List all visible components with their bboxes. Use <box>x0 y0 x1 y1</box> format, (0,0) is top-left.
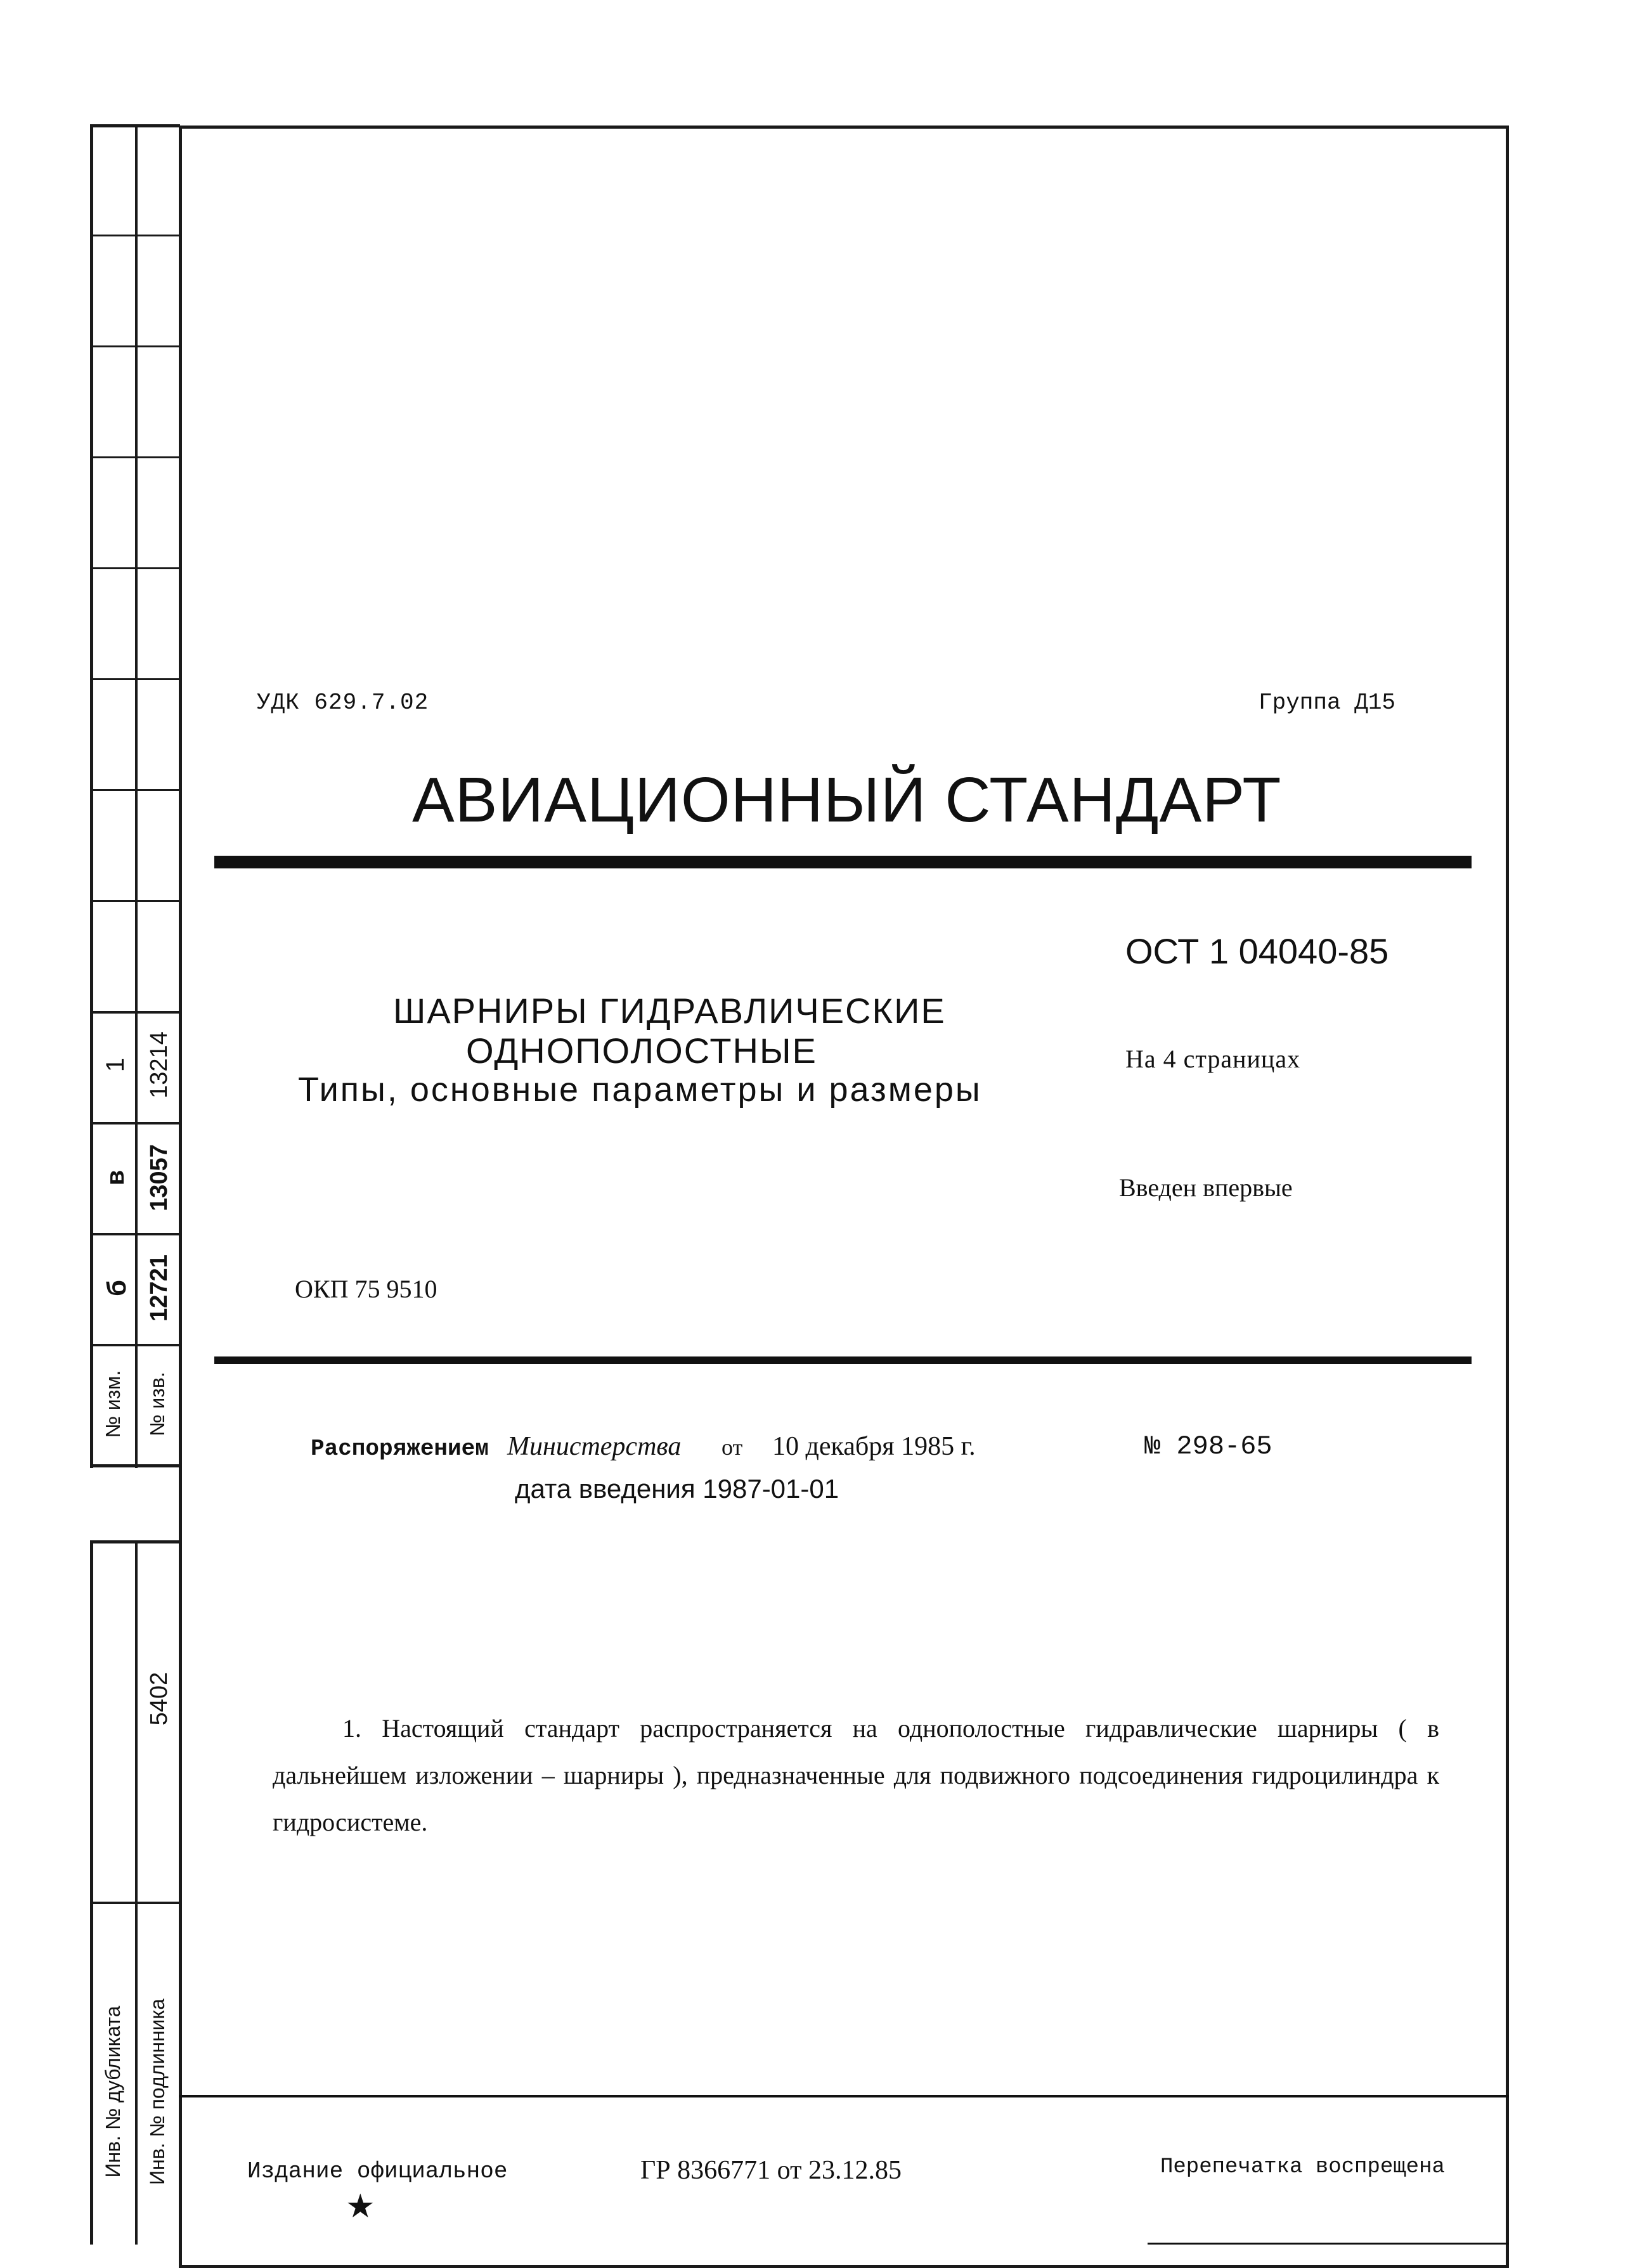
group-code: Группа Д15 <box>1259 690 1396 716</box>
order-from: от <box>722 1434 743 1460</box>
standard-code: ОСТ 1 04040-85 <box>1125 931 1389 971</box>
standard-name-line3: Типы, основные параметры и размеры <box>298 1071 982 1109</box>
order-number: № 298-65 <box>1144 1431 1272 1462</box>
title-rule <box>214 856 1472 868</box>
rev-number-3: б <box>101 1280 131 1296</box>
notice-number-3: 12721 <box>146 1254 172 1322</box>
order-date: 10 декабря 1985 г. <box>772 1432 976 1461</box>
order-ministry: Министерства <box>507 1432 682 1461</box>
registration-note: ГР 8366771 от 23.12.85 <box>640 2156 902 2185</box>
body-paragraph: 1. Настоящий стандарт распространяется на однополостные гидравлические шарниры ( в дальнейшем изложении – шарниры ), предназначенные для подвижного подсоединения гидроцилиндра к гидросистеме. <box>273 1714 1439 1836</box>
duplicate-label: Инв. № дубликата <box>101 2006 124 2178</box>
notice-number-1: 13214 <box>146 1031 172 1099</box>
edition-note: Издание официальное <box>247 2158 508 2184</box>
okp-code: ОКП 75 9510 <box>295 1275 437 1303</box>
introduced-note: Введен впервые <box>1119 1173 1293 1202</box>
notice-number-2: 13057 <box>146 1144 172 1211</box>
effective-date: дата введения 1987-01-01 <box>515 1474 839 1504</box>
rev-number-1: 1 <box>101 1057 129 1073</box>
notice-label: № изв. <box>146 1372 169 1436</box>
order-label: Распоряжением <box>311 1436 489 1462</box>
original-label: Инв. № подлинника <box>146 1998 169 2186</box>
footer-rule <box>179 2095 1509 2097</box>
rev-number-2: в <box>101 1169 129 1186</box>
udk-code: УДК 629.7.02 <box>257 690 429 716</box>
rev-label: № изм. <box>101 1370 124 1438</box>
star-icon: ★ <box>346 2188 375 2225</box>
document-title: АВИАЦИОННЫЙ СТАНДАРТ <box>412 764 1282 835</box>
reprint-note: Перепечатка воспрещена <box>1160 2155 1445 2179</box>
page-count: На 4 страницах <box>1125 1045 1301 1073</box>
standard-name-line2: ОДНОПОЛОСТНЫЕ <box>466 1031 817 1071</box>
page-frame <box>179 126 1509 2268</box>
okp-rule <box>214 1356 1472 1364</box>
standard-name-line1: ШАРНИРЫ ГИДРАВЛИЧЕСКИЕ <box>393 991 946 1031</box>
duplicate-inventory-number: 5402 <box>146 1672 172 1726</box>
